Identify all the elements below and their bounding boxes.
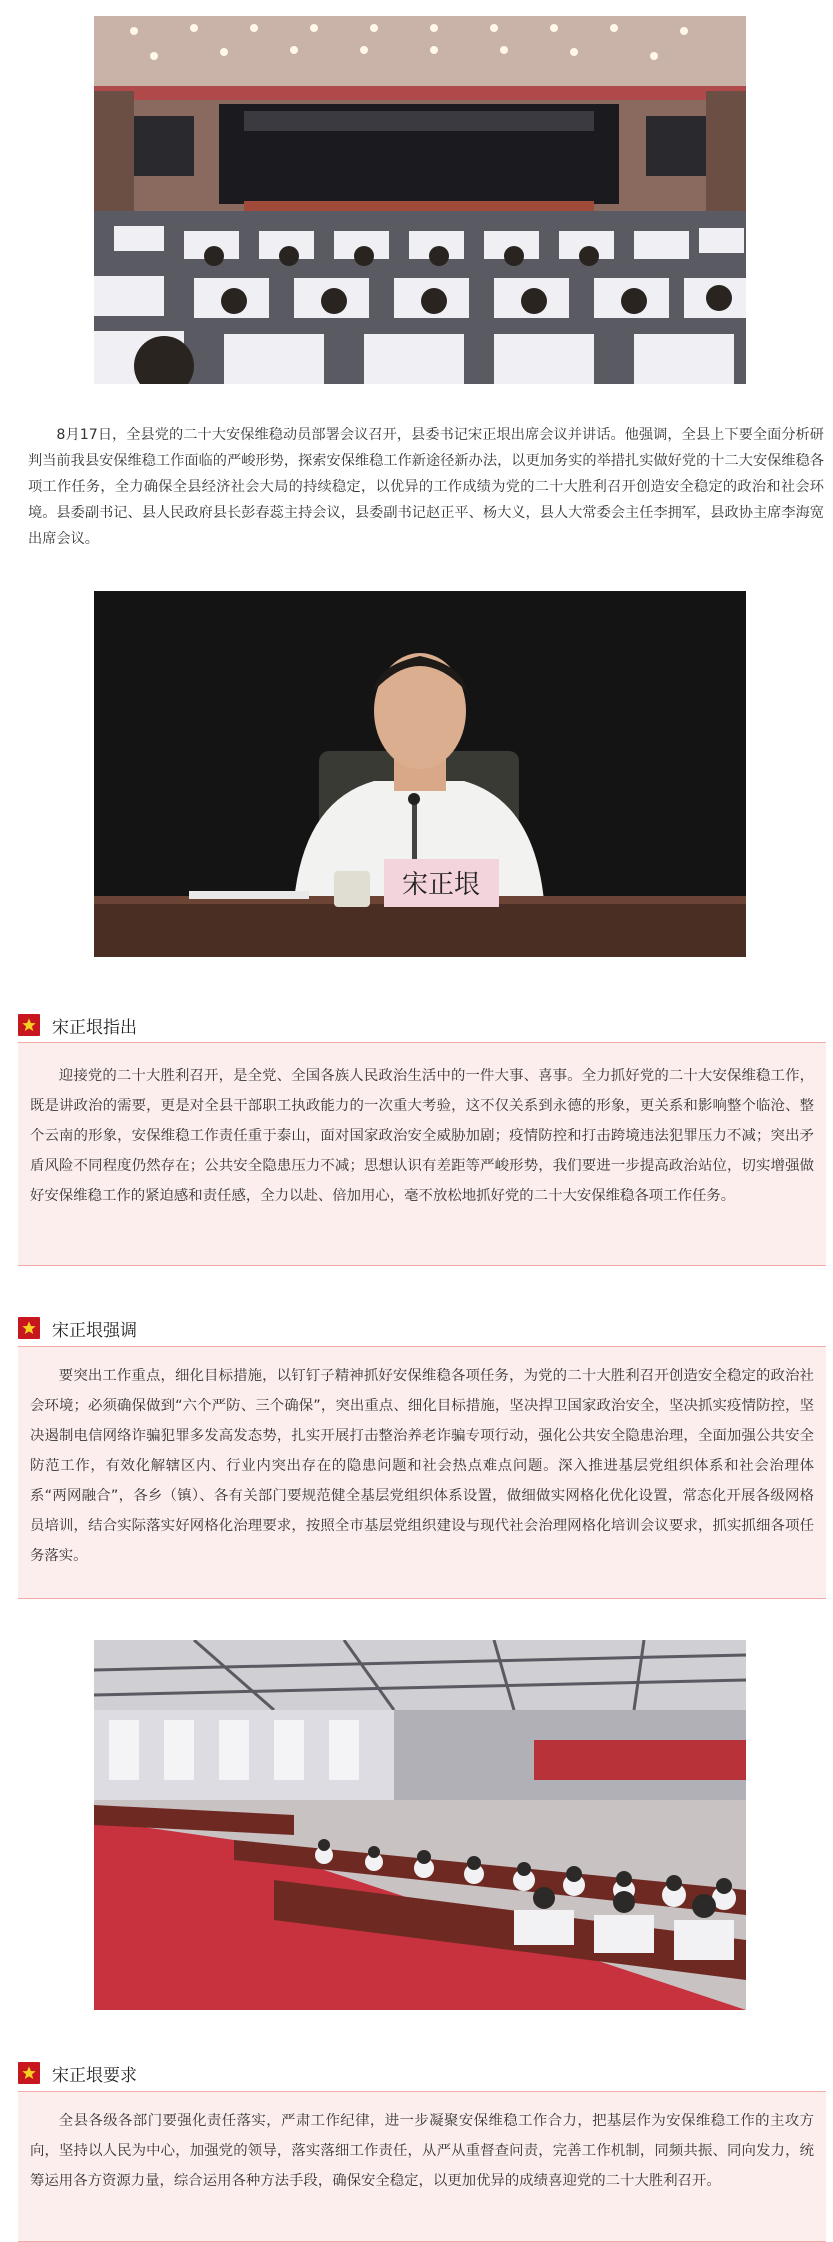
meeting-hall-photo [94, 16, 746, 384]
section-header-1 [18, 1010, 818, 1040]
section-title: 宋正垠强调 [52, 1320, 137, 1341]
intro-paragraph: 8月17日，全县党的二十大安保维稳动员部署会议召开，县委书记宋正垠出席会议并讲话。他强调，全县上下要全面分析研判当前我县安保维稳工作面临的严峻形势，探索安保维稳工作新途径新办法，以更加务实的举措扎实做好党的十二大安保维稳各项工作任务，全力确保全县经济社会大局的持续稳定，以优异的工作成绩为党的二十大胜利召开创造安全稳定的政治和社会环境。县委副书记、县人民政府县长彭春蕊主持会议，县委副书记赵正平、杨大义，县人大常委会主任李拥军，县政协主席李海宽出席会议。 [28, 427, 824, 547]
audience-photo [94, 1640, 746, 2010]
section-content-box [18, 1042, 826, 1266]
section-title: 宋正垠要求 [52, 2065, 137, 2086]
star-icon [18, 2062, 40, 2084]
star-icon [18, 1014, 40, 1036]
section-title: 宋正垠指出 [52, 1017, 137, 1038]
section-content-box [18, 2091, 826, 2242]
section-paragraph: 全县各级各部门要强化责任落实，严肃工作纪律，进一步凝聚安保维稳工作合力，把基层作为安保维稳工作的主攻方向，坚持以人民为中心，加强党的领导，落实落细工作责任，从严从重督查问责，完善工作机制，同频共振、同向发力，统筹运用各方资源力量，综合运用各种方法手段，确保安全稳定，以更加优异的成绩喜迎党的二十大胜利召开。 [30, 2113, 814, 2189]
section-content-box [18, 1346, 826, 1599]
section-header-3 [18, 2058, 818, 2088]
speaker-photo [94, 591, 746, 957]
nameplate-text: 宋正垠 [401, 870, 481, 900]
section-paragraph: 迎接党的二十大胜利召开，是全党、全国各族人民政治生活中的一件大事、喜事。全力抓好党的二十大安保维稳工作，既是讲政治的需要，更是对全县干部职工执政能力的一次重大考验，这不仅关系到永德的形象，更关系和影响整个临沧、整个云南的形象，安保维稳工作责任重于泰山，面对国家政治安全威胁加剧；疫情防控和打击跨境违法犯罪压力不减；突出矛盾风险不同程度仍然存在；公共安全隐患压力不减；思想认识有差距等严峻形势，我们要进一步提高政治站位，切实增强做好安保维稳工作的紧迫感和责任感，全力以赴、倍加用心，毫不放松地抓好党的二十大安保维稳各项工作任务。 [30, 1068, 814, 1204]
star-icon [18, 1317, 40, 1339]
section-header-2 [18, 1313, 818, 1343]
section-paragraph: 要突出工作重点，细化目标措施，以钉钉子精神抓好安保维稳各项任务，为党的二十大胜利召开创造安全稳定的政治社会环境；必须确保做到“六个严防、三个确保”，突出重点、细化目标措施，坚决捍卫国家政治安全，坚决抓实疫情防控，坚决遏制电信网络诈骗犯罪多发高发态势，扎实开展打击整治养老诈骗专项行动，强化公共安全隐患治理，全面加强公共安全防范工作，有效化解辖区内、行业内突出存在的隐患问题和社会热点难点问题。深入推进基层党组织体系和社会治理体系“两网融合”，各乡（镇）、各有关部门要规范健全基层党组织体系设置，做细做实网格化优化设置，常态化开展各级网格员培训，结合实际落实好网格化治理要求，按照全市基层党组织建设与现代社会治理网格化培训会议要求，抓实抓细各项任务落实。 [30, 1368, 814, 1564]
